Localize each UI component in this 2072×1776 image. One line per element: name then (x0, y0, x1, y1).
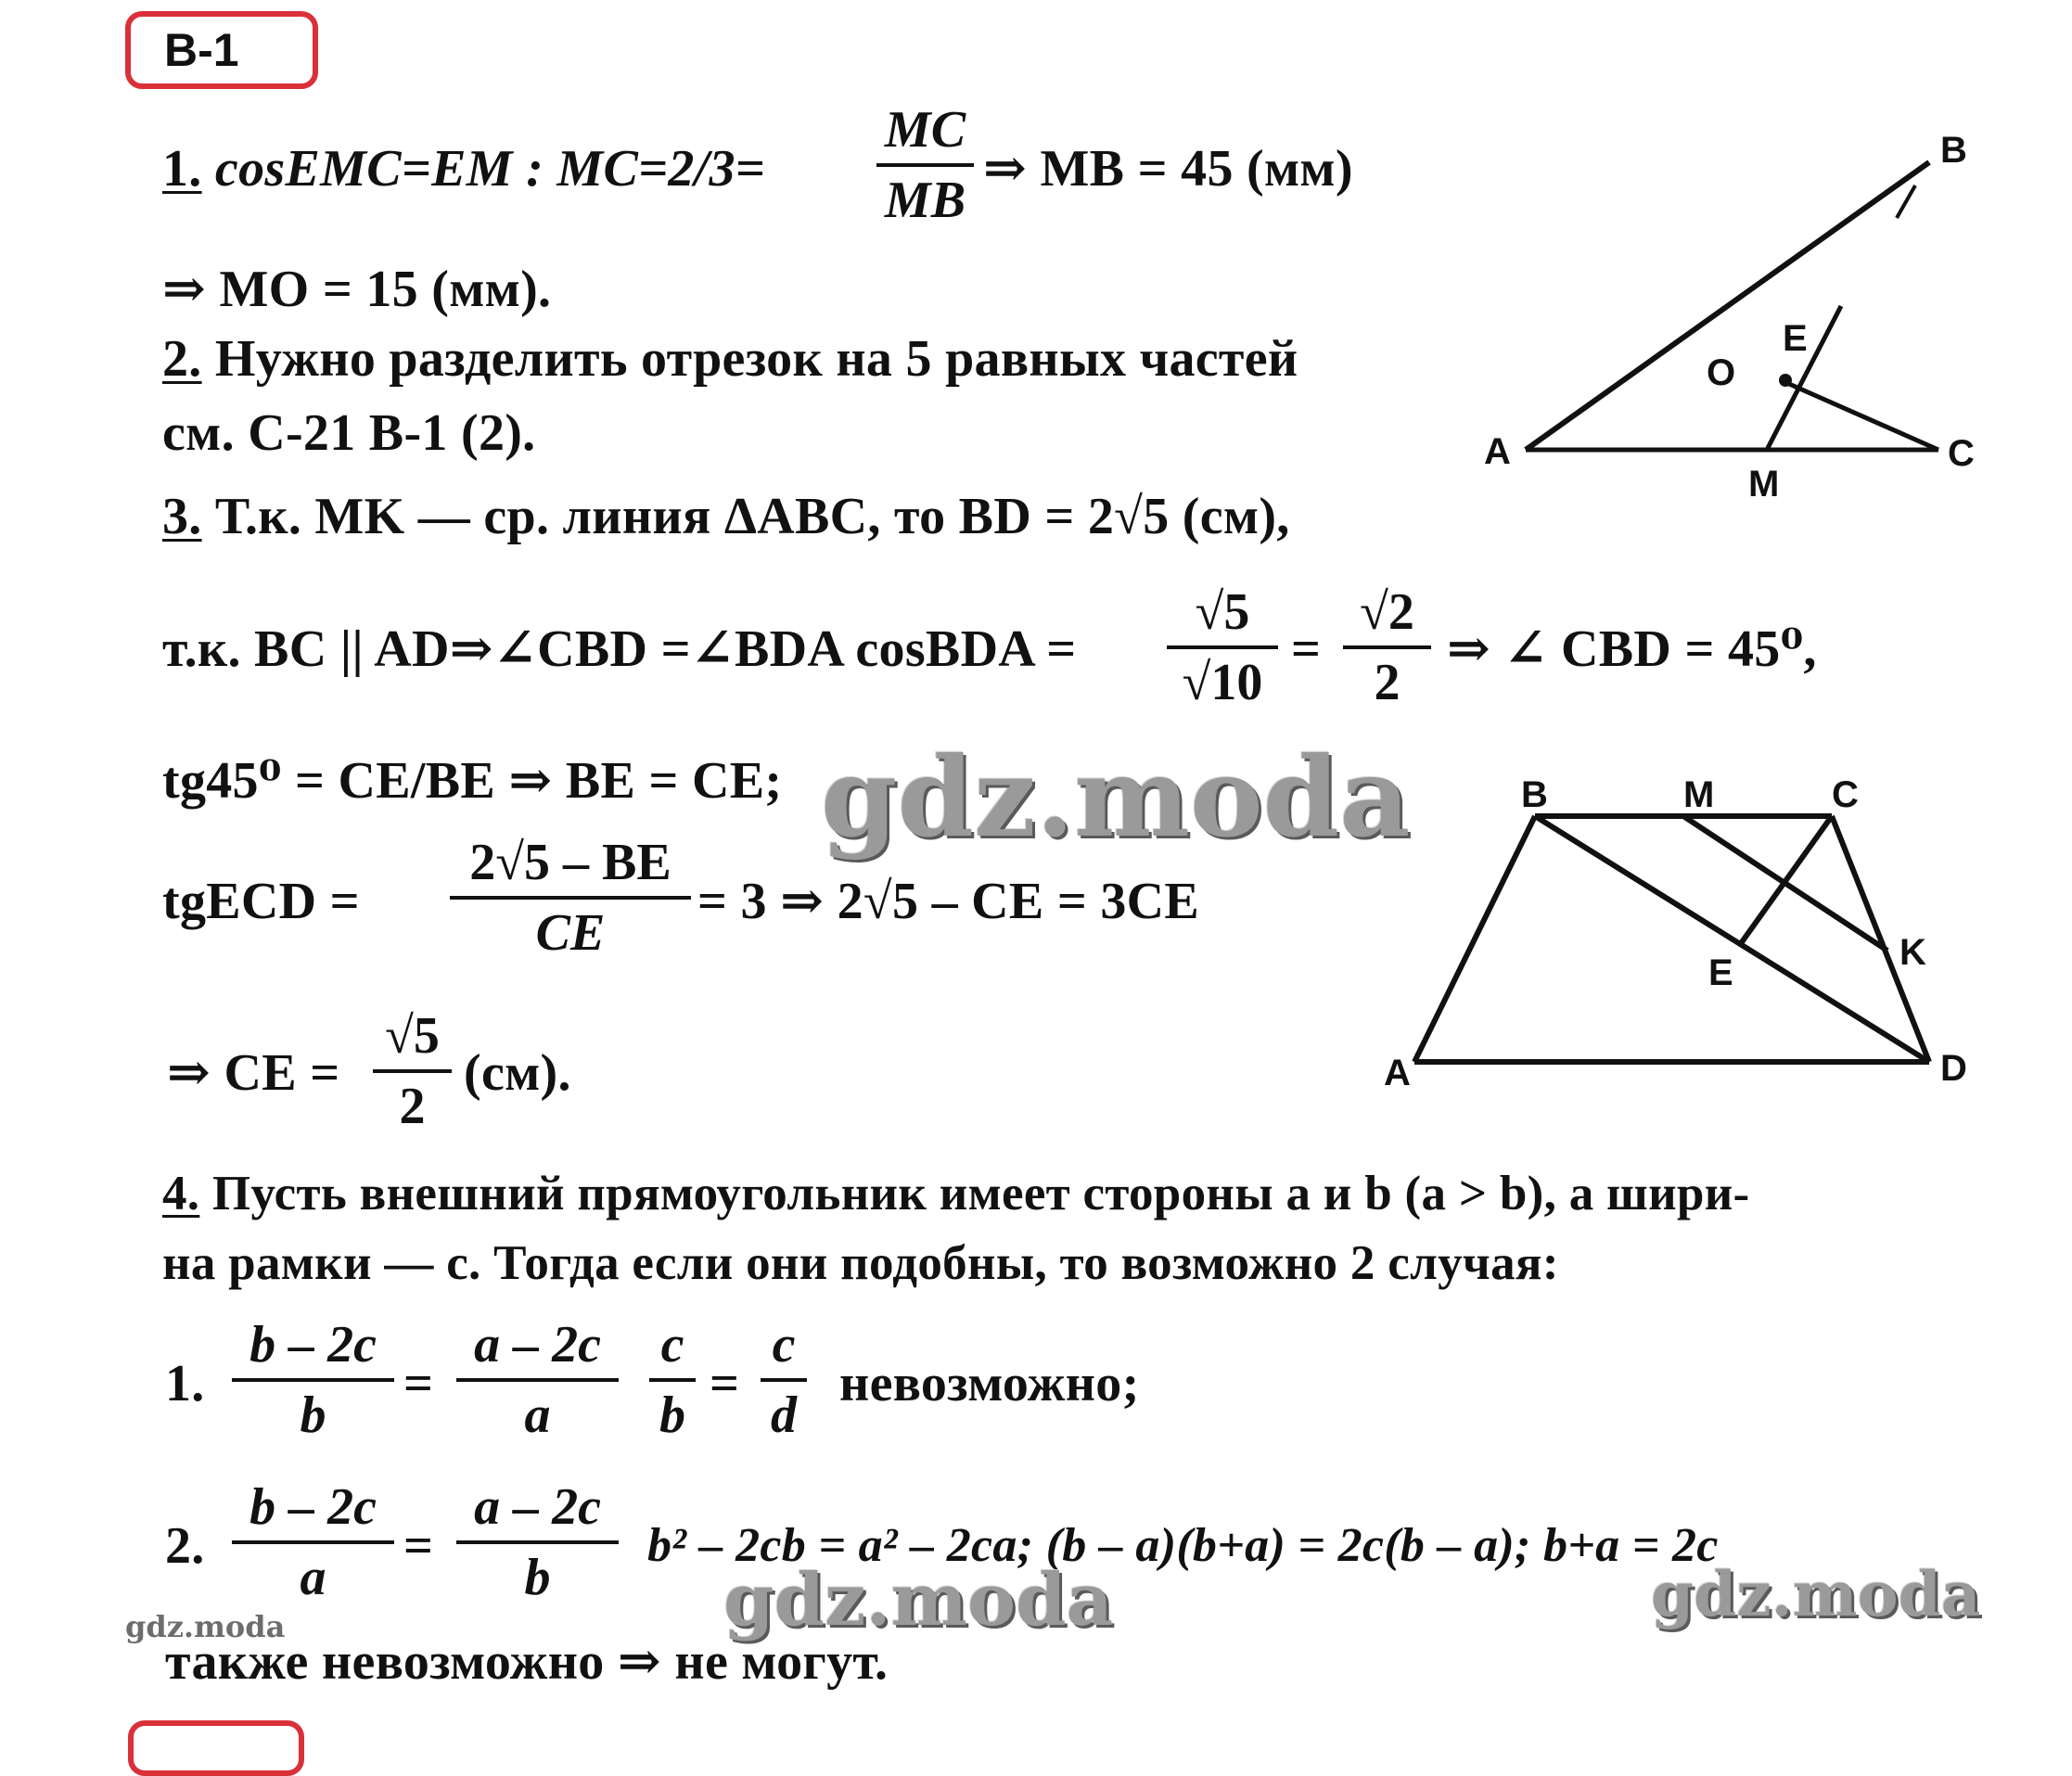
problem3-eq-text: = (1291, 620, 1322, 678)
case2-f2-den: b (524, 1549, 551, 1606)
problem2-line1 (162, 329, 1298, 389)
fraction-bar (373, 1069, 452, 1073)
label-c: C (1948, 433, 1975, 474)
problem2-line2 (162, 403, 536, 463)
problem3-frac1-num: √5 (1195, 583, 1250, 641)
case1-fraction1 (232, 1315, 394, 1445)
problem1-frac-den: MB (884, 172, 966, 229)
watermark-bottom-right-text: gdz.moda (1651, 1558, 1981, 1630)
problem3-line5b-text: (см). (464, 1044, 571, 1102)
problem3-frac3-den: CE (535, 904, 606, 962)
case1-tail (839, 1354, 1140, 1413)
variant-badge (125, 11, 318, 89)
problem3-frac2-num: √2 (1360, 583, 1414, 641)
variant-label: В-1 (164, 24, 239, 76)
point-o (1779, 374, 1792, 387)
fraction-bar (876, 163, 974, 167)
case1-f4-num: c (772, 1316, 796, 1374)
case2-f1-num: b – 2c (249, 1478, 377, 1536)
label-m: M (1683, 779, 1715, 815)
problem4-line2-text: на рамки — c. Тогда если они подобны, то возможно 2 случая: (162, 1236, 1559, 1290)
case1-f1-num: b – 2c (249, 1316, 377, 1374)
watermark-main (821, 733, 1411, 862)
problem3-frac4-den: 2 (399, 1078, 426, 1135)
problem4-number: 4. (162, 1167, 200, 1220)
label-m: M (1748, 464, 1780, 505)
case1-eq2: = (710, 1355, 740, 1412)
watermark-bottom-right (1651, 1558, 1981, 1630)
problem3-fraction3 (450, 833, 691, 963)
problem1-frac-num: MC (884, 101, 966, 159)
problem3-fraction2 (1343, 582, 1431, 712)
watermark-bottom-left (125, 1609, 285, 1644)
fraction-bar (232, 1378, 394, 1382)
label-k: K (1899, 932, 1926, 973)
problem3-line1-text: Т.к. MK — ср. линия ΔABC, то BD = 2√5 (см), (214, 488, 1290, 545)
problem3-line3 (162, 751, 782, 811)
label-b: B (1940, 130, 1967, 171)
problem3-line5a (167, 1043, 339, 1103)
segment-ab (1414, 816, 1535, 1062)
watermark-bottom-center (723, 1558, 1113, 1642)
figure2-trapezoid (1373, 779, 2022, 1113)
tick-b (1897, 185, 1915, 218)
case1-f1-den: b (300, 1386, 326, 1444)
problem3-fraction4 (373, 1006, 452, 1136)
case1-fraction3 (649, 1315, 696, 1445)
case2-eq1: = (403, 1517, 434, 1575)
case1-label (165, 1354, 205, 1413)
label-e: E (1783, 318, 1808, 359)
case1-f3-den: b (659, 1386, 685, 1444)
case2-fraction2 (456, 1477, 619, 1607)
segment-ab (1526, 162, 1929, 450)
problem3-line5b (464, 1043, 571, 1103)
case2-fraction1 (232, 1477, 394, 1607)
problem4-final-text: также невозможно ⇒ не могут. (165, 1633, 889, 1691)
problem3-frac1-den: √10 (1182, 654, 1263, 711)
fraction-bar (232, 1540, 394, 1544)
problem3-line2a-text: т.к. BC || AD⇒∠CBD =∠BDA cosBDA = (162, 620, 1077, 678)
watermark-bottom-left-text: gdz.moda (125, 1609, 286, 1644)
case2-f2-num: a – 2c (474, 1478, 601, 1536)
problem1-text-a: cosEMC=EM : MC=2/3= (214, 140, 765, 198)
problem3-line4a (162, 872, 360, 931)
problem1-result (983, 139, 1353, 198)
problem4-line1 (162, 1164, 1750, 1223)
problem3-fraction1 (1167, 582, 1278, 712)
problem3-line5a-text: ⇒ CE = (167, 1044, 340, 1102)
fraction-bar (649, 1378, 696, 1382)
label-b: B (1521, 779, 1548, 815)
label-o: O (1707, 352, 1736, 393)
problem1-text-b: ⇒ MB = 45 (мм) (983, 140, 1353, 198)
case2-label-text: 2. (165, 1517, 205, 1575)
case1-fraction4 (761, 1315, 807, 1445)
next-variant-badge (128, 1720, 304, 1776)
case1-tail-text: невозможно; (839, 1355, 1140, 1412)
problem3-line1 (162, 487, 1290, 546)
problem4-line1-text: Пусть внешний прямоугольник имеет стороны a и b (a > b), а шири- (211, 1167, 1750, 1220)
problem3-line2b-text: ⇒ ∠ CBD = 45⁰, (1447, 620, 1817, 678)
problem3-eq (1291, 620, 1321, 679)
problem3-line2b (1447, 620, 1817, 679)
case1-label-text: 1. (165, 1355, 205, 1412)
figure1-triangle (1475, 121, 1994, 519)
fraction-bar (761, 1378, 807, 1382)
label-d: D (1940, 1048, 1967, 1089)
fraction-bar (456, 1540, 619, 1544)
watermark-bottom-center-text: gdz.moda (723, 1558, 1114, 1642)
watermark-main-text: gdz.moda (821, 733, 1411, 862)
problem3-line2a (162, 620, 1076, 679)
problem2-text: Нужно разделить отрезок на 5 равных частей (214, 330, 1298, 388)
problem1-line1 (162, 139, 765, 198)
fraction-bar (450, 896, 691, 900)
problem1-line2-text: ⇒ MO = 15 (мм). (162, 261, 552, 318)
problem3-line4b (697, 872, 1199, 931)
label-e: E (1708, 952, 1733, 993)
case2-label (165, 1516, 205, 1576)
problem3-line4b-text: = 3 ⇒ 2√5 – CE = 3CE (697, 873, 1200, 930)
fraction-bar (456, 1378, 619, 1382)
fraction-bar (1343, 645, 1431, 649)
problem1-fraction (876, 100, 974, 230)
case1-f4-den: d (771, 1386, 797, 1444)
problem2-number: 2. (162, 330, 202, 388)
problem3-frac4-num: √5 (385, 1007, 440, 1065)
problem3-line4a-text: tgECD = (162, 873, 360, 930)
problem3-line3-text: tg45⁰ = CE/BE ⇒ BE = CE; (162, 752, 783, 810)
case2-f1-den: a (300, 1549, 326, 1606)
case1-f2-num: a – 2c (474, 1316, 601, 1374)
segment-ce (1739, 816, 1832, 946)
label-a: A (1484, 431, 1511, 472)
label-c: C (1832, 779, 1859, 815)
case1-fraction2 (456, 1315, 619, 1445)
problem4-line2 (162, 1233, 1559, 1293)
problem2-line2-text: см. С-21 В-1 (2). (162, 404, 536, 462)
problem3-number: 3. (162, 488, 202, 545)
segment-oc (1781, 380, 1938, 450)
case2-tail-text: b² – 2cb = a² – 2ca; (b – a)(b+a) = 2c(b – a); b+a = 2c (647, 1519, 1719, 1572)
problem1-line2 (162, 260, 551, 319)
problem3-frac3-num: 2√5 – BE (469, 834, 671, 891)
problem3-frac2-den: 2 (1374, 654, 1401, 711)
case1-eq1: = (403, 1355, 434, 1412)
label-a: A (1384, 1053, 1411, 1093)
case1-f3-num: c (660, 1316, 684, 1374)
problem1-number: 1. (162, 140, 202, 198)
fraction-bar (1167, 645, 1278, 649)
case1-f2-den: a (524, 1386, 551, 1444)
